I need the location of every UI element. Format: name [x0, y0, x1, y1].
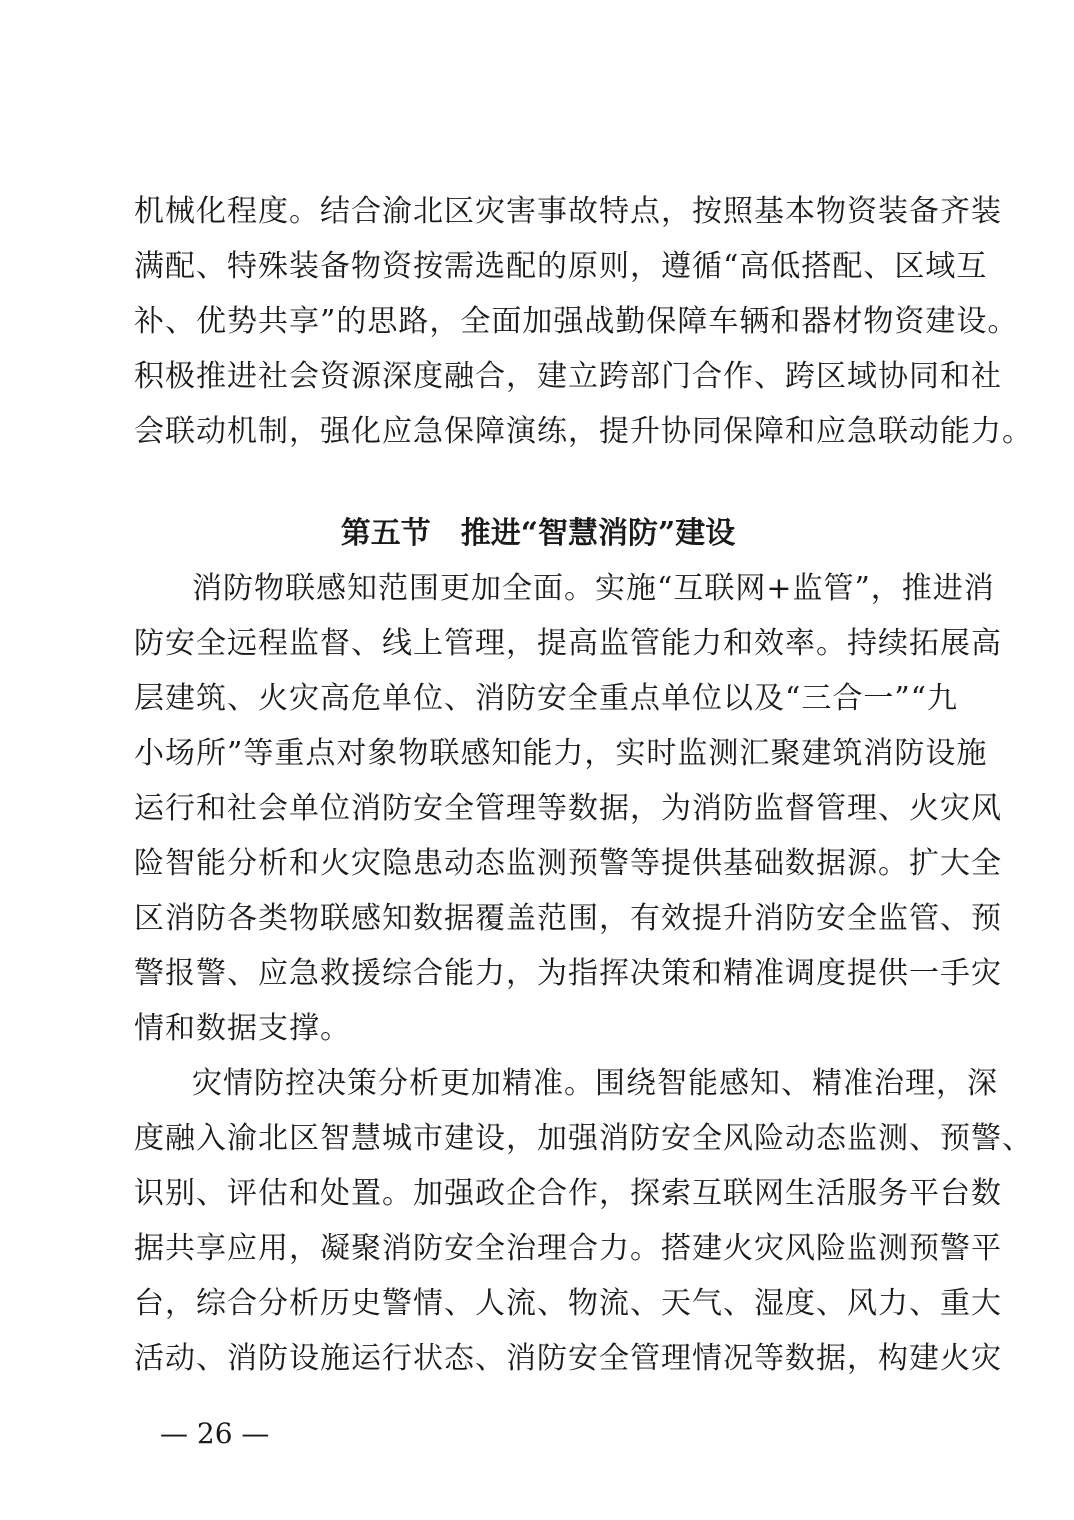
paragraph-line: 区消防各类物联感知数据覆盖范围，有效提升消防安全监管、预 — [134, 901, 1002, 936]
paragraph-line: 运行和社会单位消防安全管理等数据，为消防监督管理、火灾风 — [134, 791, 1002, 826]
paragraph-line: 警报警、应急救援综合能力，为指挥决策和精准调度提供一手灾 — [134, 956, 1002, 991]
section-heading: 第五节 推进“智慧消防”建设 — [340, 516, 736, 551]
paragraph-line: 识别、评估和处置。加强政企合作，探索互联网生活服务平台数 — [134, 1176, 1002, 1211]
paragraph-line: 情和数据支撑。 — [134, 1011, 351, 1046]
paragraph-line: 度融入渝北区智慧城市建设，加强消防安全风险动态监测、预警、 — [134, 1121, 1033, 1156]
page-number: — 26 — — [160, 1417, 270, 1450]
paragraph-line: 层建筑、火灾高危单位、消防安全重点单位以及“三合一”“九 — [134, 681, 959, 716]
paragraph-line: 会联动机制，强化应急保障演练，提升协同保障和应急联动能力。 — [134, 414, 1033, 449]
paragraph-line: 据共享应用，凝聚消防安全治理合力。搭建火灾风险监测预警平 — [134, 1231, 1002, 1266]
paragraph-line: 积极推进社会资源深度融合，建立跨部门合作、跨区域协同和社 — [134, 359, 1002, 394]
paragraph-line: 台，综合分析历史警情、人流、物流、天气、湿度、风力、重大 — [134, 1286, 1002, 1321]
paragraph-line: 防安全远程监督、线上管理，提高监管能力和效率。持续拓展高 — [134, 626, 1002, 661]
paragraph-line: 灾情防控决策分析更加精准。围绕智能感知、精准治理，深 — [192, 1066, 998, 1101]
paragraph-line: 满配、特殊装备物资按需选配的原则，遵循“高低搭配、区域互 — [134, 249, 988, 284]
paragraph-line: 险智能分析和火灾隐患动态监测预警等提供基础数据源。扩大全 — [134, 846, 1002, 881]
paragraph-line: 活动、消防设施运行状态、消防安全管理情况等数据，构建火灾 — [134, 1341, 1002, 1376]
paragraph-line: 消防物联感知范围更加全面。实施“互联网+监管”，推进消 — [192, 571, 995, 606]
paragraph-line: 机械化程度。结合渝北区灾害事故特点，按照基本物资装备齐装 — [134, 194, 1002, 229]
paragraph-line: 小场所”等重点对象物联感知能力，实时监测汇聚建筑消防设施 — [134, 736, 988, 771]
paragraph-line: 补、优势共享”的思路，全面加强战勤保障车辆和器材物资建设。 — [134, 304, 1019, 339]
